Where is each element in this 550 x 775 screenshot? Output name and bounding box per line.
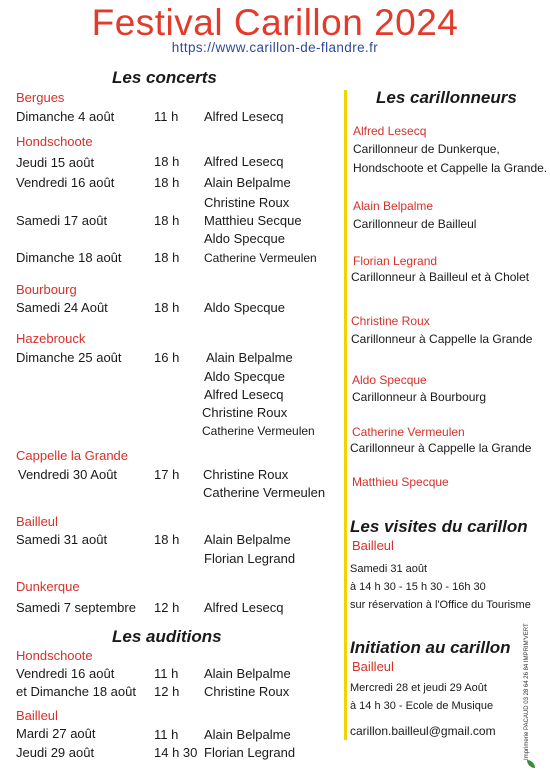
leaf-icon — [527, 760, 535, 768]
town-bailleul: Bailleul — [16, 708, 58, 723]
contact-email[interactable]: carillon.bailleul@gmail.com — [350, 724, 496, 738]
concert-player: Aldo Specque — [204, 231, 285, 246]
column-divider — [344, 90, 347, 740]
auditions-heading: Les auditions — [112, 627, 222, 646]
initiation-line: Mercredi 28 et jeudi 29 Août — [350, 682, 487, 694]
concert-date: Jeudi 15 août — [16, 155, 95, 170]
carillonneur-name: Matthieu Specque — [352, 475, 449, 489]
concert-player: Alfred Lesecq — [204, 600, 284, 615]
website-url[interactable]: https://www.carillon-de-flandre.fr — [171, 40, 379, 55]
concert-player: Christine Roux — [204, 195, 290, 210]
concert-player: Catherine Vermeulen — [202, 424, 315, 438]
town-cappelle: Cappelle la Grande — [16, 448, 129, 463]
concert-player: Catherine Vermeulen — [204, 251, 317, 265]
carillonneur-desc: Carillonneur à Bailleul et à Cholet — [351, 270, 530, 284]
town-hondschoote: Hondschoote — [16, 648, 93, 663]
carillonneur-desc: Hondschoote et Cappelle la Grande. — [353, 161, 548, 175]
concerts-heading: Les concerts — [112, 68, 217, 87]
concert-player: Matthieu Secque — [204, 213, 302, 228]
concert-player: Alain Belpalme — [206, 350, 293, 365]
concert-time: 12 h — [154, 600, 180, 615]
concert-date: Vendredi 16 août — [16, 175, 115, 190]
town-hondschoote: Hondschoote — [16, 134, 93, 149]
concert-date: Samedi 31 août — [16, 532, 108, 547]
audition-time: 12 h — [154, 684, 180, 699]
audition-player: Alain Belpalme — [204, 666, 291, 681]
audition-time: 11 h — [154, 666, 179, 681]
imprint-text: Imprimerie PACAUD 03 28 64 26 84 IMPRIM'VERT — [524, 623, 530, 760]
carillonneur-desc: Carillonneur de Dunkerque, — [353, 142, 500, 156]
town-hazebrouck: Hazebrouck — [16, 331, 86, 346]
visites-line: à 14 h 30 - 15 h 30 - 16h 30 — [350, 581, 486, 593]
concert-time: 18 h — [154, 532, 180, 547]
concert-player: Alain Belpalme — [204, 532, 291, 547]
concert-player: Aldo Specque — [204, 300, 285, 315]
concert-player: Aldo Specque — [204, 369, 285, 384]
concert-time: 18 h — [154, 213, 180, 228]
concert-date: Samedi 17 août — [16, 213, 108, 228]
concert-player: Alain Belpalme — [204, 175, 291, 190]
concert-date: Dimanche 25 août — [16, 350, 122, 365]
concert-time: 16 h — [154, 350, 180, 365]
audition-time: 14 h 30 — [154, 745, 198, 760]
audition-date: Mardi 27 août — [16, 726, 96, 741]
concert-player: Alfred Lesecq — [204, 387, 284, 402]
visites-heading: Les visites du carillon — [350, 517, 528, 536]
concert-date: Dimanche 18 août — [16, 250, 122, 265]
carillonneur-desc: Carillonneur à Cappelle la Grande — [351, 332, 533, 346]
carillonneur-desc: Carillonneur de Bailleul — [353, 217, 477, 231]
concert-player: Alfred Lesecq — [204, 109, 284, 124]
initiation-town: Bailleul — [352, 659, 394, 674]
concert-time: 18 h — [154, 175, 180, 190]
concert-time: 17 h — [154, 467, 180, 482]
town-dunkerque: Dunkerque — [16, 579, 80, 594]
carillonneur-name: Aldo Specque — [352, 373, 427, 387]
audition-player: Christine Roux — [204, 684, 290, 699]
concert-player: Christine Roux — [203, 467, 289, 482]
initiation-line: à 14 h 30 - Ecole de Musique — [350, 700, 494, 712]
concert-time: 18 h — [154, 154, 180, 169]
concert-time: 11 h — [154, 109, 179, 124]
town-bergues: Bergues — [16, 90, 65, 105]
audition-date: Jeudi 29 août — [16, 745, 95, 760]
concert-date: Dimanche 4 août — [16, 109, 115, 124]
carillonneur-name: Catherine Vermeulen — [352, 425, 465, 439]
carillonneur-name: Alfred Lesecq — [353, 124, 427, 138]
town-bourbourg: Bourbourg — [16, 282, 77, 297]
concert-player: Christine Roux — [202, 405, 288, 420]
audition-player: Alain Belpalme — [204, 727, 291, 742]
audition-date: et Dimanche 18 août — [16, 684, 136, 699]
initiation-heading: Initiation au carillon — [350, 638, 511, 657]
concert-time: 18 h — [154, 250, 180, 265]
audition-player: Florian Legrand — [204, 745, 296, 760]
concert-time: 18 h — [154, 300, 180, 315]
visites-town: Bailleul — [352, 538, 394, 553]
carillonneur-name: Florian Legrand — [353, 254, 438, 268]
carillonneur-desc: Carillonneur à Cappelle la Grande — [350, 441, 532, 455]
audition-date: Vendredi 16 août — [16, 666, 115, 681]
carillonneur-desc: Carillonneur à Bourbourg — [352, 390, 487, 404]
concert-date: Samedi 24 Août — [16, 300, 108, 315]
concert-date: Samedi 7 septembre — [16, 600, 136, 615]
printer-imprint — [524, 623, 538, 760]
concert-player: Catherine Vermeulen — [203, 485, 326, 500]
audition-time: 11 h — [154, 727, 179, 742]
visites-line: Samedi 31 août — [350, 563, 428, 575]
town-bailleul: Bailleul — [16, 514, 58, 529]
concert-player: Alfred Lesecq — [204, 154, 284, 169]
carillonneur-name: Alain Belpalme — [353, 199, 434, 213]
carillonneur-name: Christine Roux — [351, 314, 430, 328]
visites-line: sur réservation à l'Office du Tourisme — [350, 599, 531, 611]
page-title: Festival Carillon 2024 — [91, 2, 459, 43]
carillonneurs-heading: Les carillonneurs — [376, 88, 517, 107]
concert-player: Florian Legrand — [204, 551, 296, 566]
concert-date: Vendredi 30 Août — [18, 467, 118, 482]
